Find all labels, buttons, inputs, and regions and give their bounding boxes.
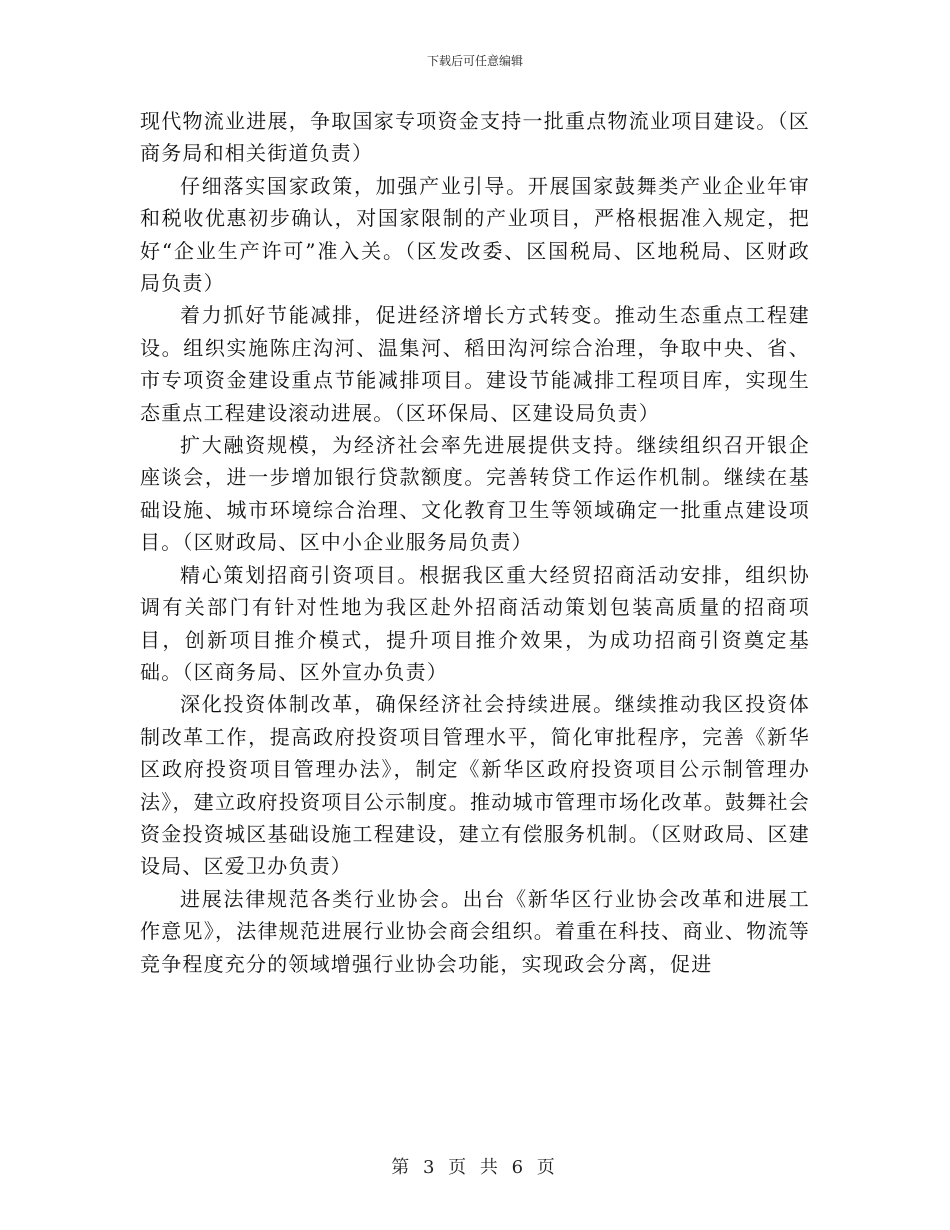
paragraph-1: 现代物流业进展，争取国家专项资金支持一批重点物流业项目建设。（区商务局和相关街道负责） [140, 109, 810, 166]
paragraph-6: 深化投资体制改革，确保经济社会持续进展。继续推动我区投资体制改革工作，提高政府投资项目管理水平，简化审批程序，完善《新华区政府投资项目管理办法》，制定《新华区政府投资项目公示制管理办法》，建立政府投资项目公示制度。推动城市管理市场化改革。鼓舞社会资金投资城区基础设施工程建设，建立有偿服务机制。（区财政局、区建设局、区爱卫办负责） [140, 692, 810, 879]
paragraph-4: 扩大融资规模，为经济社会率先进展提供支持。继续组织召开银企座谈会，进一步增加银行贷款额度。完善转贷工作运作机制。继续在基础设施、城市环境综合治理、文化教育卫生等领域确定一批重点建设项目。（区财政局、区中小企业服务局负责） [140, 433, 810, 555]
paragraph-2: 仔细落实国家政策，加强产业引导。开展国家鼓舞类产业企业年审和税收优惠初步确认，对国家限制的产业项目，严格根据准入规定，把好“企业生产许可”准入关。（区发改委、区国税局、区地税局、区财政局负责） [140, 173, 810, 296]
paragraph-7: 进展法律规范各类行业协会。出台《新华区行业协会改革和进展工作意见》，法律规范进展行业协会商会组织。着重在科技、商业、物流等竞争程度充分的领域增强行业协会功能，实现政会分离，促进 [140, 886, 810, 976]
document-body [140, 105, 810, 980]
page-footer: 第 3 页 共 6 页 [391, 1157, 559, 1178]
page-header: 下载后可任意编辑 [426, 54, 523, 68]
paragraph-5: 精心策划招商引资项目。根据我区重大经贸招商活动安排，组织协调有关部门有针对性地为我区赴外招商活动策划包装高质量的招商项目，创新项目推介模式，提升项目推介效果，为成功招商引资奠定基础。（区商务局、区外宣办负责） [140, 562, 810, 684]
paragraph-3: 着力抓好节能减排，促进经济增长方式转变。推动生态重点工程建设。组织实施陈庄沟河、温集河、稻田沟河综合治理，争取中央、省、市专项资金建设重点节能减排项目。建设节能减排工程项目库，实现生态重点工程建设滚动进展。（区环保局、区建设局负责） [140, 303, 810, 425]
